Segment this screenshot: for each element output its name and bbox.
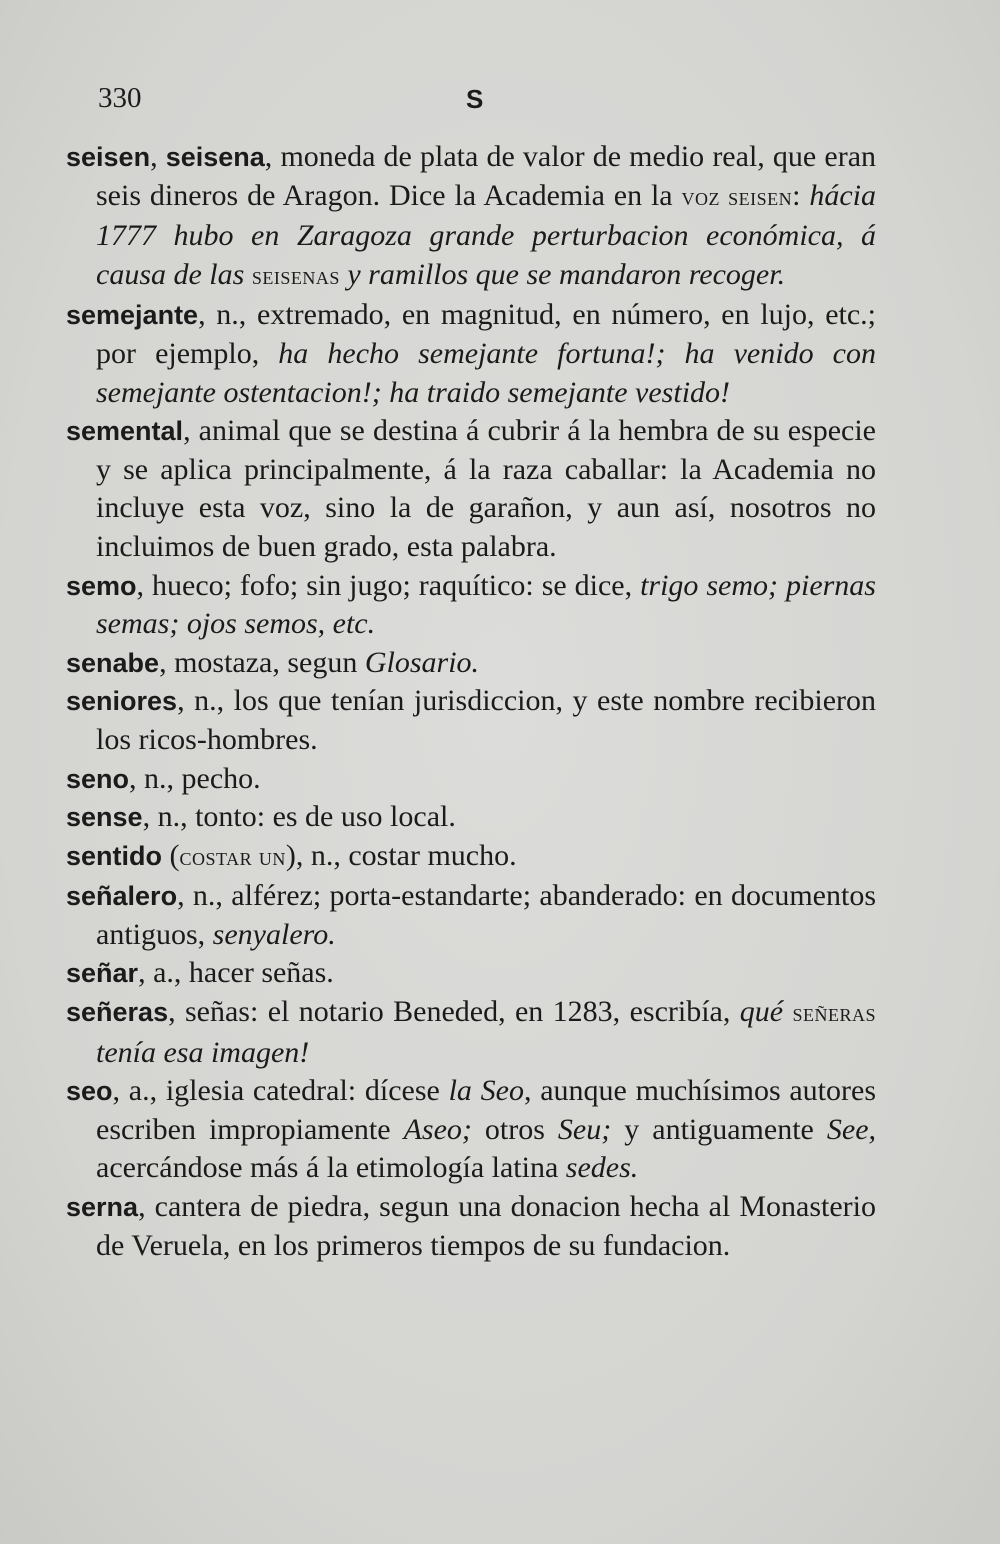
headword: semejante <box>66 300 199 331</box>
entry-seo <box>66 1072 876 1188</box>
entry-text: , señas: el notario Beneded, en 1283, escribía, <box>168 995 740 1029</box>
entry-text: ( <box>162 838 180 872</box>
small-caps-text: voz seisen <box>681 183 793 211</box>
entry-senabe <box>66 644 876 683</box>
entry-text: , <box>150 140 166 173</box>
italic-text: See, <box>826 1112 877 1146</box>
entry-text: , moneda de plata de valor de medio real, que eran seis dineros de Aragon. Dice la Academia en la <box>96 140 877 212</box>
headword: sense <box>66 802 143 833</box>
headword: seno <box>66 763 130 794</box>
italic-text: senyalero. <box>212 917 336 951</box>
italic-text: hácia 1777 hubo en Zaragoza grande perturbacion económica, á causa de las <box>96 178 876 291</box>
entry-serna <box>66 1188 876 1265</box>
entry-text: , n., alférez; porta-estandarte; abanderado: en documentos antiguos, <box>96 879 876 951</box>
entry-seno <box>66 760 876 799</box>
italic-text: qué <box>739 995 793 1029</box>
entry-semejante <box>66 296 876 412</box>
entry-semental <box>66 412 876 566</box>
headword: seo <box>66 1076 113 1107</box>
entry-text: y antiguamente <box>611 1112 827 1146</box>
italic-text: trigo semo; piernas semas; ojos semos, etc. <box>96 568 876 641</box>
italic-text: la Seo <box>448 1074 524 1108</box>
headword: señalero <box>66 881 178 912</box>
entry-text: ), n., costar mucho. <box>285 838 517 872</box>
entry-text: , n., extremado, en magnitud, en número, en lujo, etc.; por ejemplo, <box>96 298 876 370</box>
entry-text: , n., los que tenían jurisdiccion, y este nombre recibieron los ricos-hombres. <box>96 684 876 756</box>
entry-text: otros <box>471 1112 558 1146</box>
entry-list <box>66 138 876 1265</box>
entry-seisen <box>66 138 876 296</box>
entry-sense <box>66 798 876 837</box>
italic-text: ha hecho semejante fortuna!; ha venido con semejante ostentacion!; ha traido semejante vestido! <box>96 336 876 409</box>
entry-semo <box>66 567 876 644</box>
entry-text: , a., hacer señas. <box>138 956 334 990</box>
entry-senalero <box>66 877 876 954</box>
headword: senabe <box>66 647 160 678</box>
entry-text: , aunque muchísimos autores escriben impropiamente <box>96 1074 876 1146</box>
italic-text: tenía esa imagen! <box>96 1035 310 1069</box>
headword: seniores <box>66 686 178 717</box>
headword: señeras <box>66 997 169 1028</box>
italic-text: sedes. <box>565 1151 639 1185</box>
small-caps-text: costar un <box>179 843 286 871</box>
small-caps-text: seisenas <box>251 262 340 290</box>
italic-text: y ramillos que se mandaron recoger. <box>339 257 786 291</box>
entry-text: acercándose más á la etimología latina <box>96 1151 566 1185</box>
italic-text: Seu; <box>557 1112 612 1146</box>
headword: sentido <box>66 840 163 871</box>
headword: semo <box>66 570 137 601</box>
page-number: 330 <box>98 82 142 114</box>
headword: seisen <box>66 142 151 172</box>
entry-text: , n., pecho. <box>129 761 261 795</box>
entry-text: , animal que se destina á cubrir á la hembra de su especie y se aplica principalmente, á la raza caballar: la Academia no incluye esta voz, sino la de garañon, y aun así, nosotros no incluimos de buen grado, esta palabra. <box>96 414 876 563</box>
headword: señar <box>66 958 139 989</box>
italic-text: Glosario. <box>364 645 480 679</box>
entry-text: , n., tonto: es de uso local. <box>142 800 456 834</box>
entry-text: , mostaza, segun <box>159 645 365 679</box>
headword: seisena <box>165 142 265 172</box>
entry-senar <box>66 954 876 993</box>
entry-text: , hueco; fofo; sin jugo; raquítico: se dice, <box>136 568 641 602</box>
entry-seneras <box>66 993 876 1072</box>
italic-text: Aseo; <box>403 1112 472 1146</box>
entry-text: , a., iglesia catedral: dícese <box>112 1074 449 1108</box>
entry-text: , cantera de piedra, segun una donacion hecha al Monasterio de Veruela, en los primeros tiempos de su fundacion. <box>96 1190 876 1262</box>
small-caps-text: señeras <box>792 1000 876 1028</box>
entry-sentido <box>66 837 876 878</box>
headword: serna <box>66 1192 139 1223</box>
page-header <box>98 82 880 122</box>
entry-seniores <box>66 682 876 759</box>
section-letter: S <box>466 84 484 114</box>
headword: semental <box>66 416 184 447</box>
entry-text: : <box>792 178 810 212</box>
